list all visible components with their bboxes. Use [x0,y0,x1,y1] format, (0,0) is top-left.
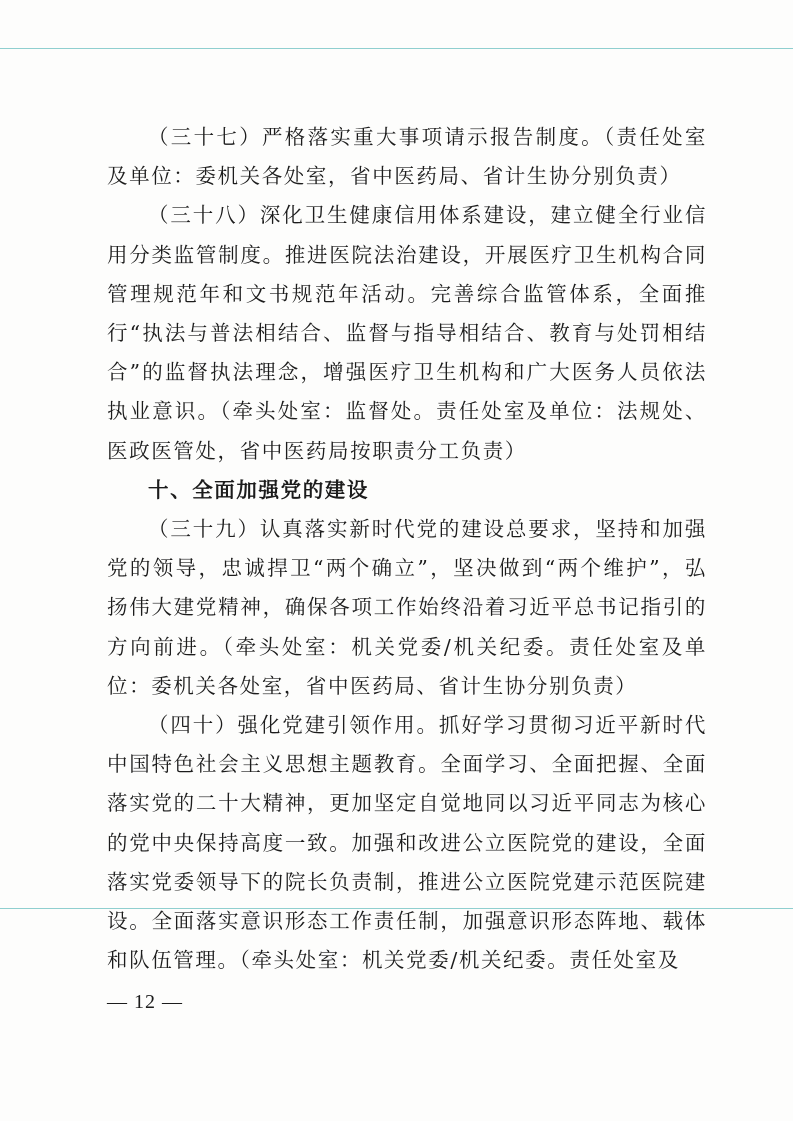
paragraph-38: （三十八）深化卫生健康信用体系建设，建立健全行业信用分类监管制度。推进医院法治建设，开展医疗卫生机构合同管理规范年和文书规范年活动。完善综合监管体系，全面推行“执法与普法相结合、监督与指导相结合、教育与处罚相结合”的监督执法理念，增强医疗卫生机构和广大医务人员依法执业意识。（牵头处室：监督处。责任处室及单位：法规处、医政医管处，省中医药局按职责分工负责） [107,203,707,463]
page-number: — 12 — [107,991,183,1013]
paragraph-37: （三十七）严格落实重大事项请示报告制度。（责任处室及单位：委机关各处室，省中医药局、省计生协分别负责） [107,125,707,189]
footer-rule [0,908,793,909]
document-body [107,118,707,980]
header-rule [0,48,793,49]
paragraph-40: （四十）强化党建引领作用。抓好学习贯彻习近平新时代中国特色社会主义思想主题教育。全面学习、全面把握、全面落实党的二十大精神，更加坚定自觉地同以习近平同志为核心的党中央保持高度一致。加强和改进公立医院党的建设，全面落实党委领导下的院长负责制，推进公立医院党建示范医院建设。全面落实意识形态工作责任制，加强意识形态阵地、载体和队伍管理。（牵头处室：机关党委/机关纪委。责任处室及 [107,713,707,973]
paragraph-39: （三十九）认真落实新时代党的建设总要求，坚持和加强党的领导，忠诚捍卫“两个确立”，坚决做到“两个维护”，弘扬伟大建党精神，确保各项工作始终沿着习近平总书记指引的方向前进。（牵头处室：机关党委/机关纪委。责任处室及单位：委机关各处室，省中医药局、省计生协分别负责） [107,517,707,698]
section-heading-10: 十、全面加强党的建设 [148,477,369,502]
